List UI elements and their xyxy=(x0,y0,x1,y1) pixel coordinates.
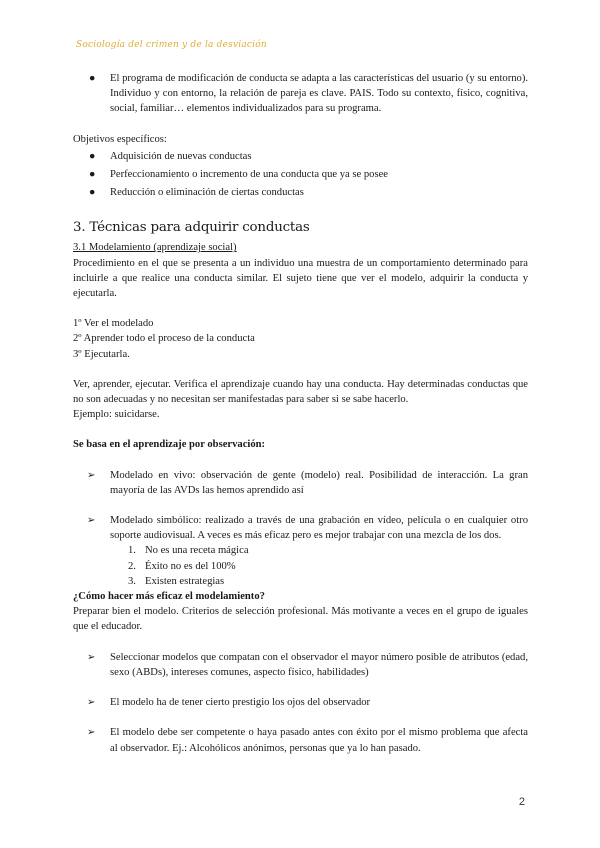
list-item: ➢ Modelado simbólico: realizado a través de una grabación en vídeo, película o en cualquier otro soporte audiovisual. A veces es más eficaz pero es mejor trabajar con una mezcla de los dos. xyxy=(87,515,528,542)
bullet-icon: ● xyxy=(89,169,96,181)
list-item: 2. Éxito no es del 100% xyxy=(128,560,236,572)
example-line: Ejemplo: suicidarse. xyxy=(73,409,160,421)
document-body xyxy=(73,71,528,756)
intro-list xyxy=(73,71,528,117)
objetivos-heading: Objetivos específicos: xyxy=(73,133,167,145)
section-title: 3. Técnicas para adquirir conductas xyxy=(73,220,310,236)
list-item: ● El programa de modificación de conducta se adapta a las características del usuario (y su entorno). Individuo y con entorno, la relación de pareja es clave. PAIS. Todo su contexto, físico, cognitiva, social, familiar… elementos individualizados para su programa. xyxy=(89,73,528,115)
running-header: Sociología del crimen y de la desviación xyxy=(76,40,267,50)
eficaz-list xyxy=(73,650,528,756)
bullet-icon: ● xyxy=(89,73,96,84)
observacion-heading: Se basa en el aprendizaje por observación: xyxy=(73,439,266,451)
list-item: 1. No es una receta mágica xyxy=(128,545,249,557)
paragraph: Ver, aprender, ejecutar. Verifica el aprendizaje cuando hay una conducta. Hay determinadas conductas que no son adecuadas y no necesitan ser manifestadas para saber si se sabe hacerlo. xyxy=(73,378,528,406)
list-item: ➢ El modelo ha de tener cierto prestigio los ojos del observador xyxy=(73,695,528,710)
bullet-icon: ● xyxy=(89,187,96,199)
subsection-title: 3.1 Modelamiento (aprendizaje social) xyxy=(73,242,237,254)
page-number: 2 xyxy=(518,796,525,808)
step-line: 2º Aprender todo el proceso de la conducta xyxy=(73,333,255,345)
bullet-icon: ● xyxy=(89,150,96,162)
paragraph: Preparar bien el modelo. Criterios de selección profesional. Más motivante a veces en el grupo de iguales que el educador. xyxy=(73,606,528,633)
arrow-bullet-icon: ➢ xyxy=(87,651,96,663)
list-item: ➢ El modelo debe ser competente o haya pasado antes con éxito por el mismo problema que afecta al observador. Ej.: Alcohólicos anónimos, personas que ya lo han pasado. xyxy=(87,727,528,754)
arrow-bullet-icon: ➢ xyxy=(87,469,96,481)
step-line: 1º Ver el modelado xyxy=(73,318,154,330)
list-item: ● Perfeccionamiento o incremento de una conducta que ya se posee xyxy=(73,167,528,182)
arrow-bullet-icon: ➢ xyxy=(87,727,96,739)
objetivos-list xyxy=(73,149,528,201)
paragraph: Procedimiento en el que se presenta a un individuo una muestra de un comportamiento determinado para incluirle a que realice una conducta similar. El sujeto tiene que ver el modelo, adquirir la conducta y ejecutarla. xyxy=(73,257,528,300)
list-item: ● Reducción o eliminación de ciertas conductas xyxy=(73,185,528,200)
observacion-list xyxy=(73,468,528,544)
list-item: 3. Existen estrategias xyxy=(128,575,225,587)
list-item: ➢ Seleccionar modelos que compatan con el observador el mayor número posible de atributos (edad, sexo (ABDs), intereses comunes, aspecto físico, habilidades) xyxy=(87,651,528,678)
list-item: ➢ Modelado en vivo: observación de gente (modelo) real. Posibilidad de interacción. La gran mayoría de las AVDs las hemos aprendido así xyxy=(87,469,528,496)
arrow-bullet-icon: ➢ xyxy=(87,515,96,527)
arrow-bullet-icon: ➢ xyxy=(87,697,96,709)
numbered-list xyxy=(73,543,528,589)
step-line: 3º Ejecutarla. xyxy=(73,348,130,360)
list-item: ● Adquisición de nuevas conductas xyxy=(73,149,528,164)
eficaz-heading: ¿Cómo hacer más eficaz el modelamiento? xyxy=(73,591,265,603)
